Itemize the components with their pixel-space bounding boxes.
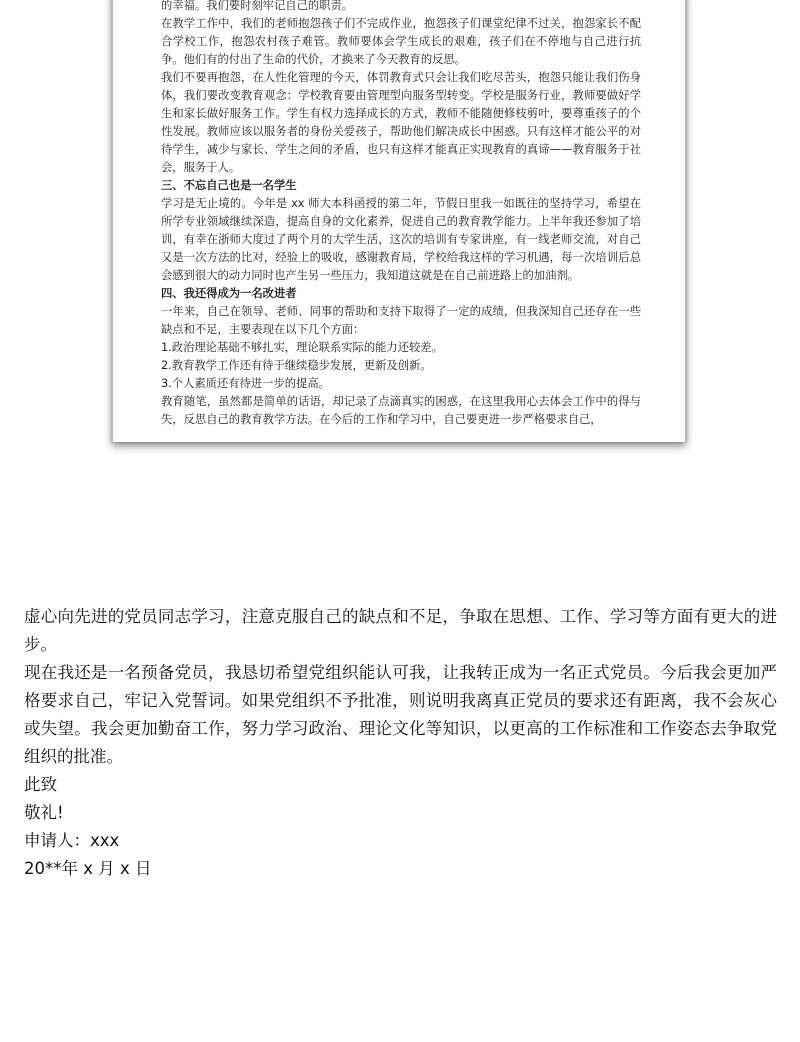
applicant-signature: 申请人：xxx (24, 831, 120, 850)
closing-regards: 敬礼! (24, 803, 64, 822)
paragraph: 的幸福。我们要时刻牢记自己的职责。 (161, 0, 354, 12)
paragraph: 学习是无止境的。今年是 xx 师大本科函授的第二年，节假日里我一如既往的坚持学习，希望在所学专业领域继续深造，提高自身的文化素养，促进自己的教育教学能力。上半年我还参加了培训，有幸在浙师大度过了两个月的大学生活，这次的培训有专家讲座，有一线老师交流，对自己又是一次方法的比对，经验上的吸收，感谢教育局，学校给我这样的学习机遇，每一次培训后总会感到很大的动力同时也产生另一些压力，我知道这就是在自己前进路上的加油剂。 (161, 197, 641, 282)
section-heading: 四、我还得成为一名改进者 (161, 287, 297, 300)
paragraph: 一年来，自己在领导、老师、同事的帮助和支持下取得了一定的成绩，但我深知自己还存在一些缺点和不足，主要表现在以下几个方面： (161, 305, 641, 336)
letter-body (24, 603, 777, 883)
paragraph: 3.个人素质还有待进一步的提高。 (161, 377, 330, 390)
section-heading: 三、不忘自己也是一名学生 (161, 179, 297, 192)
paragraph: 虚心向先进的党员同志学习，注意克服自己的缺点和不足，争取在思想、工作、学习等方面有更大的进步。 (24, 607, 777, 654)
paragraph: 我们不要再抱怨，在人性化管理的今天，体罚教育式只会让我们吃尽苦头，抱怨只能让我们伤身体，我们要改变教育观念：学校教育要由管理型向服务型转变。学校是服务行业，教师要做好学生和家长做好服务工作。学生有权力选择成长的方式，教师不能随便修枝剪叶，要尊重孩子的个性发展。教师应该以服务者的身份关爱孩子，帮助他们解决成长中困惑。只有这样才能公平的对待学生，减少与家长、学生之间的矛盾，也只有这样才能真正实现教育的真谛——教育服务于社会，服务于人。 (161, 71, 641, 174)
paragraph: 在教学工作中，我们的老师抱怨孩子们不完成作业，抱怨孩子们课堂纪律不过关，抱怨家长不配合学校工作，抱怨农村孩子难管。教师要体会学生成长的艰难，孩子们在不停地与自己进行抗争。他们有的付出了生命的代价，才换来了今天教育的反思。 (161, 17, 641, 66)
paragraph: 教育随笔，虽然都是简单的话语，却记录了点滴真实的困惑，在这里我用心去体会工作中的得与失，反思自己的教育教学方法。在今后的工作和学习中，自己要更进一步严格要求自己， (161, 395, 641, 426)
document-preview-page (112, 0, 686, 442)
paragraph: 1.政治理论基础不够扎实，理论联系实际的能力还较差。 (161, 341, 443, 354)
paragraph: 现在我还是一名预备党员，我恳切希望党组织能认可我，让我转正成为一名正式党员。今后我会更加严格要求自己，牢记入党誓词。如果党组织不予批准，则说明我离真正党员的要求还有距离，我不会灰心或失望。我会更加勤奋工作，努力学习政治、理论文化等知识，以更高的工作标准和工作姿态去争取党组织的批准。 (24, 663, 777, 766)
closing-salutation: 此致 (24, 775, 57, 794)
paragraph: 2.教育教学工作还有待于继续稳步发展，更新及创新。 (161, 359, 432, 372)
preview-page-content (161, 0, 641, 429)
date: 20**年 x 月 x 日 (24, 859, 152, 878)
